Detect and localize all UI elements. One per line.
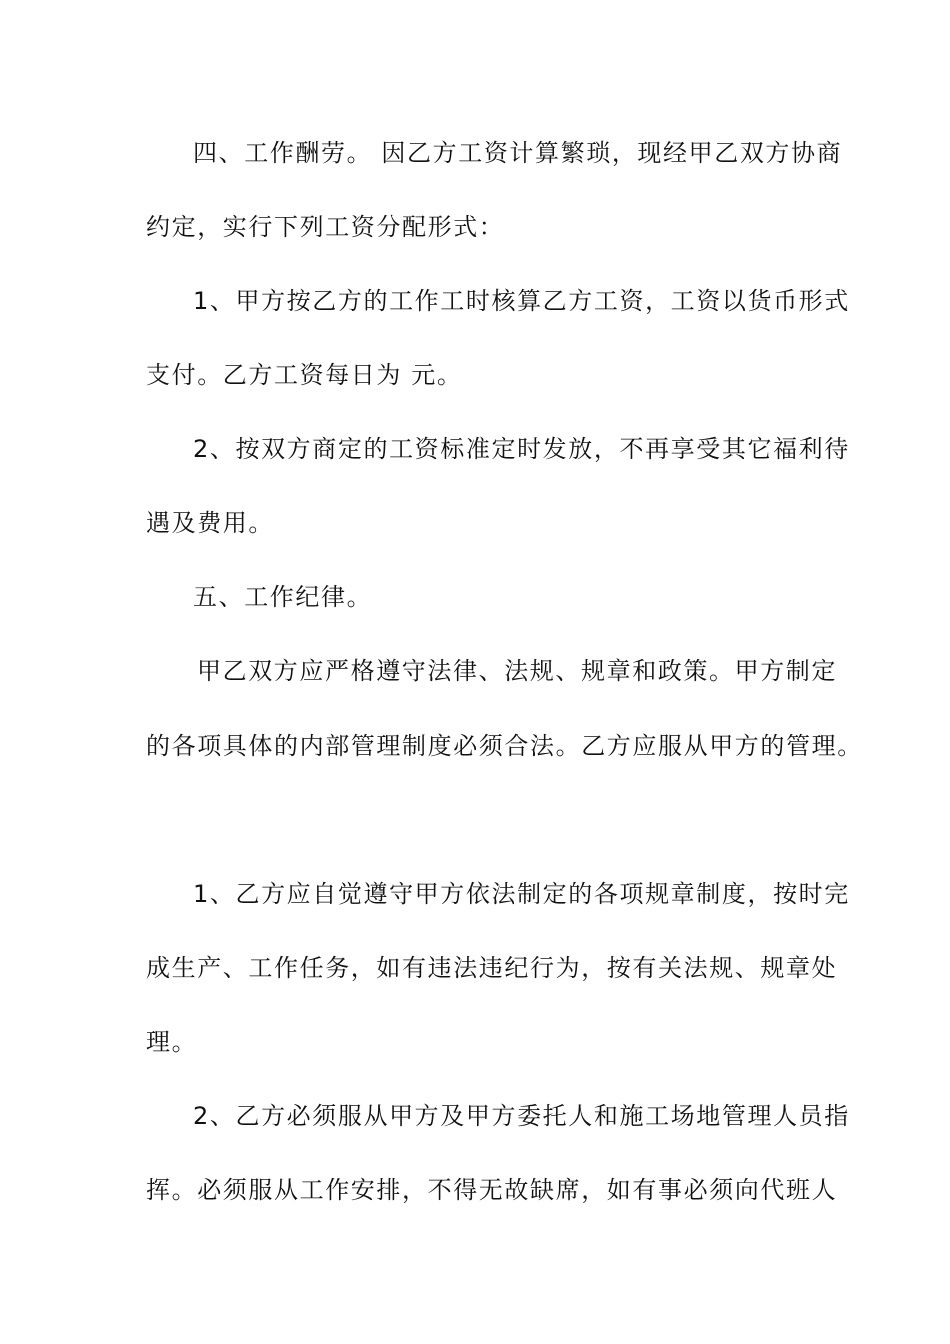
paragraph-line: 挥。必须服从工作安排，不得无故缺席，如有事必须向代班人 [146, 1176, 838, 1204]
paragraph-line: 约定，实行下列工资分配形式： [146, 213, 505, 241]
paragraph-line: 遇及费用。 [146, 509, 274, 537]
paragraph-line: 四、工作酬劳。 因乙方工资计算繁琐，现经甲乙双方协商 [193, 139, 843, 167]
paragraph-line: 理。 [146, 1028, 198, 1056]
paragraph-line: 的各项具体的内部管理制度必须合法。乙方应服从甲方的管理。 [146, 732, 863, 760]
paragraph-line: 1、乙方应自觉遵守甲方依法制定的各项规章制度，按时完 [193, 880, 850, 908]
paragraph-line: 甲乙双方应严格遵守法律、法规、规章和政策。甲方制定 [197, 657, 837, 685]
section-heading: 五、工作纪律。 [193, 583, 373, 611]
paragraph-line: 2、乙方必须服从甲方及甲方委托人和施工场地管理人员指 [193, 1102, 850, 1130]
paragraph-line: 1、甲方按乙方的工作工时核算乙方工资，工资以货币形式 [193, 287, 850, 315]
paragraph-line: 2、按双方商定的工资标准定时发放，不再享受其它福利待 [193, 435, 850, 463]
paragraph-line: 支付。乙方工资每日为 元。 [146, 361, 463, 389]
paragraph-line: 成生产、工作任务，如有违法违纪行为，按有关法规、规章处 [146, 954, 838, 982]
